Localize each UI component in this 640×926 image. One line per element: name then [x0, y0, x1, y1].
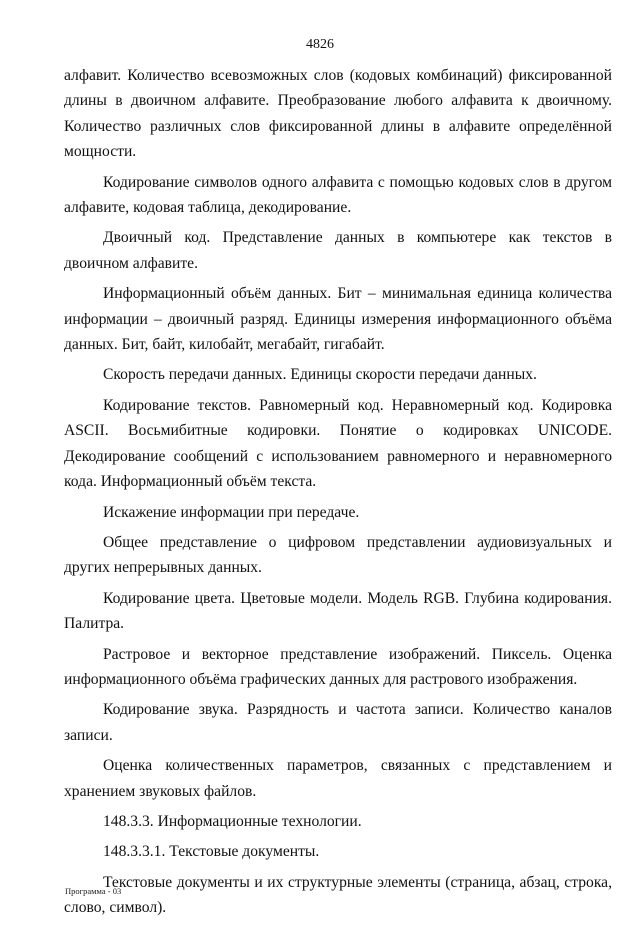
- paragraph: Текстовые документы и их структурные элементы (страница, абзац, строка, слово, символ).: [64, 873, 612, 917]
- section-heading: 148.3.3. Информационные технологии.: [103, 812, 362, 830]
- paragraph: Двоичный код. Представление данных в компьютере как текстов в двоичном алфавите.: [64, 229, 612, 272]
- paragraph: Искажение информации при передаче.: [103, 503, 360, 521]
- paragraph: Оценка количественных параметров, связанных с представлением и хранением звуковых файлов.: [64, 757, 612, 800]
- paragraph: Кодирование звука. Разрядность и частота записи. Количество каналов записи.: [64, 701, 612, 744]
- document-body: [64, 63, 612, 926]
- paragraph: Растровое и векторное представление изображений. Пиксель. Оценка информационного объёма графических данных для растрового изображения.: [64, 645, 612, 688]
- paragraph: Кодирование символов одного алфавита с помощью кодовых слов в другом алфавите, кодовая таблица, декодирование.: [64, 173, 612, 217]
- paragraph: Кодирование цвета. Цветовые модели. Модель RGB. Глубина кодирования. Палитра.: [64, 589, 612, 633]
- paragraph: Скорость передачи данных. Единицы скорости передачи данных.: [103, 366, 537, 384]
- paragraph-continued: алфавит. Количество всевозможных слов (кодовых комбинаций) фиксированной длины в двоичном алфавите. Преобразование любого алфавита к двоичному. Количество различных слов фиксированной длины в алфавите определённой мощности.: [64, 67, 612, 161]
- subsection-heading: 148.3.3.1. Текстовые документы.: [103, 843, 320, 861]
- paragraph: Кодирование текстов. Равномерный код. Неравномерный код. Кодировка ASCII. Восьмибитные кодировки. Понятие о кодировках UNICODE. Декодирование сообщений с использованием равномерного и неравномерного кода. Информационный объём текста.: [64, 396, 612, 491]
- page-footer: Программа - 03: [65, 886, 122, 896]
- paragraph: Информационный объём данных. Бит – минимальная единица количества информации – двоичный разряд. Единицы измерения информационного объёма данных. Бит, байт, килобайт, мегабайт, гигабайт.: [64, 285, 612, 354]
- paragraph: Общее представление о цифровом представлении аудиовизуальных и других непрерывных данных.: [64, 533, 612, 577]
- page-number: 4826: [306, 37, 334, 52]
